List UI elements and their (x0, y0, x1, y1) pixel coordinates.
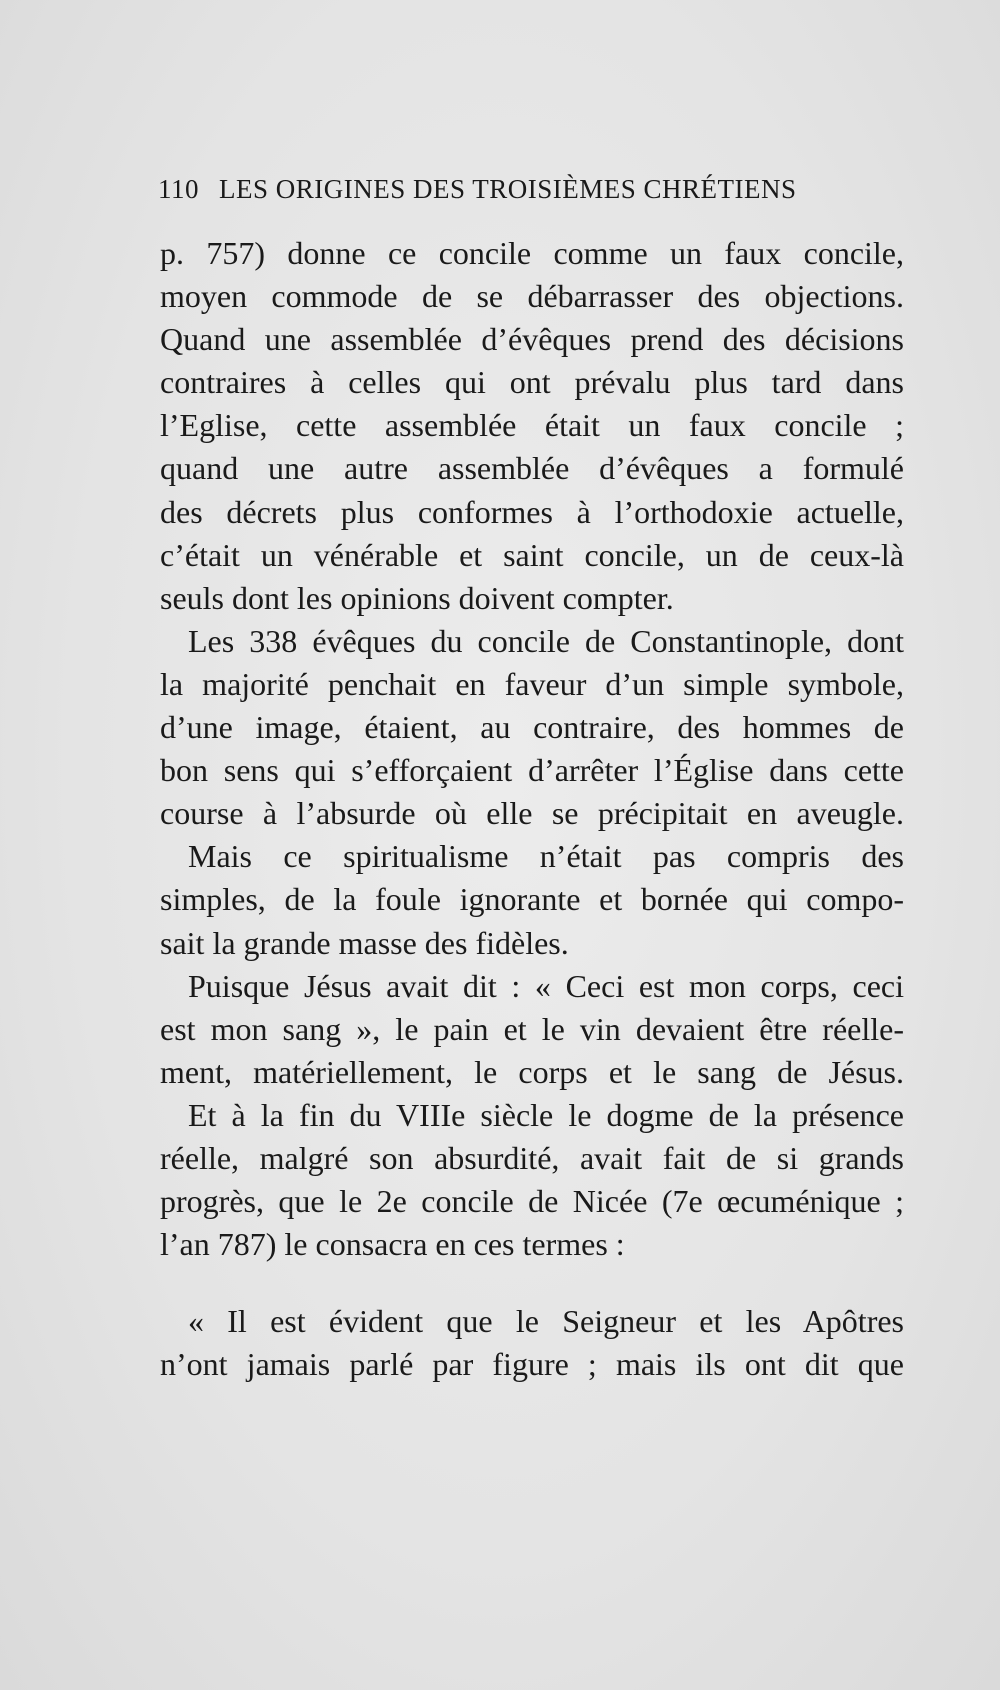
paragraph-gap (160, 1266, 904, 1300)
page-number: 110 (158, 174, 199, 204)
text-line: Quand une assemblée d’évêques prend des décisions (160, 321, 904, 358)
text-line: course à l’absurde où elle se précipitait en aveugle. (160, 795, 904, 832)
quote-line: « Il est évident que le Seigneur et les Apôtres (188, 1303, 904, 1340)
text-line: des décrets plus conformes à l’orthodoxie actuelle, (160, 493, 904, 530)
text-line: l’an 787) le consacra en ces termes : (160, 1226, 625, 1263)
text-line: est mon sang », le pain et le vin devaient être réelle- (160, 1010, 904, 1047)
text-line: p. 757) donne ce concile comme un faux concile, (160, 235, 904, 271)
text-line: Les 338 évêques du concile de Constantinople, dont (188, 622, 904, 659)
text-line: progrès, que le 2e concile de Nicée (7e œcuménique ; (160, 1183, 904, 1220)
text-line: réelle, malgré son absurdité, avait fait de si grands (160, 1139, 904, 1176)
text-line: sait la grande masse des fidèles. (160, 924, 569, 961)
running-head (158, 174, 878, 205)
text-line: moyen commode de se débarrasser des objections. (160, 278, 904, 315)
text-line: l’Eglise, cette assemblée était un faux concile ; (160, 407, 904, 444)
text-line: seuls dont les opinions doivent compter. (160, 579, 674, 616)
text-line: c’était un vénérable et saint concile, un de ceux-là (160, 536, 904, 573)
text-line: contraires à celles qui ont prévalu plus tard dans (160, 364, 904, 401)
body-text (160, 232, 904, 1386)
running-title: LES ORIGINES DES TROISIÈMES CHRÉTIENS (219, 174, 797, 204)
text-line: la majorité penchait en faveur d’un simple symbole, (160, 665, 904, 702)
text-line: d’une image, étaient, au contraire, des hommes de (160, 709, 904, 746)
text-line: simples, de la foule ignorante et bornée qui compo- (160, 881, 904, 918)
text-line: Puisque Jésus avait dit : « Ceci est mon corps, ceci (188, 967, 904, 1004)
text-line: Mais ce spiritualisme n’était pas compris des (188, 838, 904, 875)
text-line: Et à la fin du VIIIe siècle le dogme de la présence (188, 1096, 904, 1133)
quote-line: n’ont jamais parlé par figure ; mais ils ont dit que (160, 1346, 904, 1383)
text-line: ment, matériellement, le corps et le sang de Jésus. (160, 1053, 904, 1090)
text-line: quand une autre assemblée d’évêques a formulé (160, 450, 904, 487)
block-quote (160, 1300, 904, 1386)
text-line: bon sens qui s’efforçaient d’arrêter l’Église dans cette (160, 752, 904, 789)
